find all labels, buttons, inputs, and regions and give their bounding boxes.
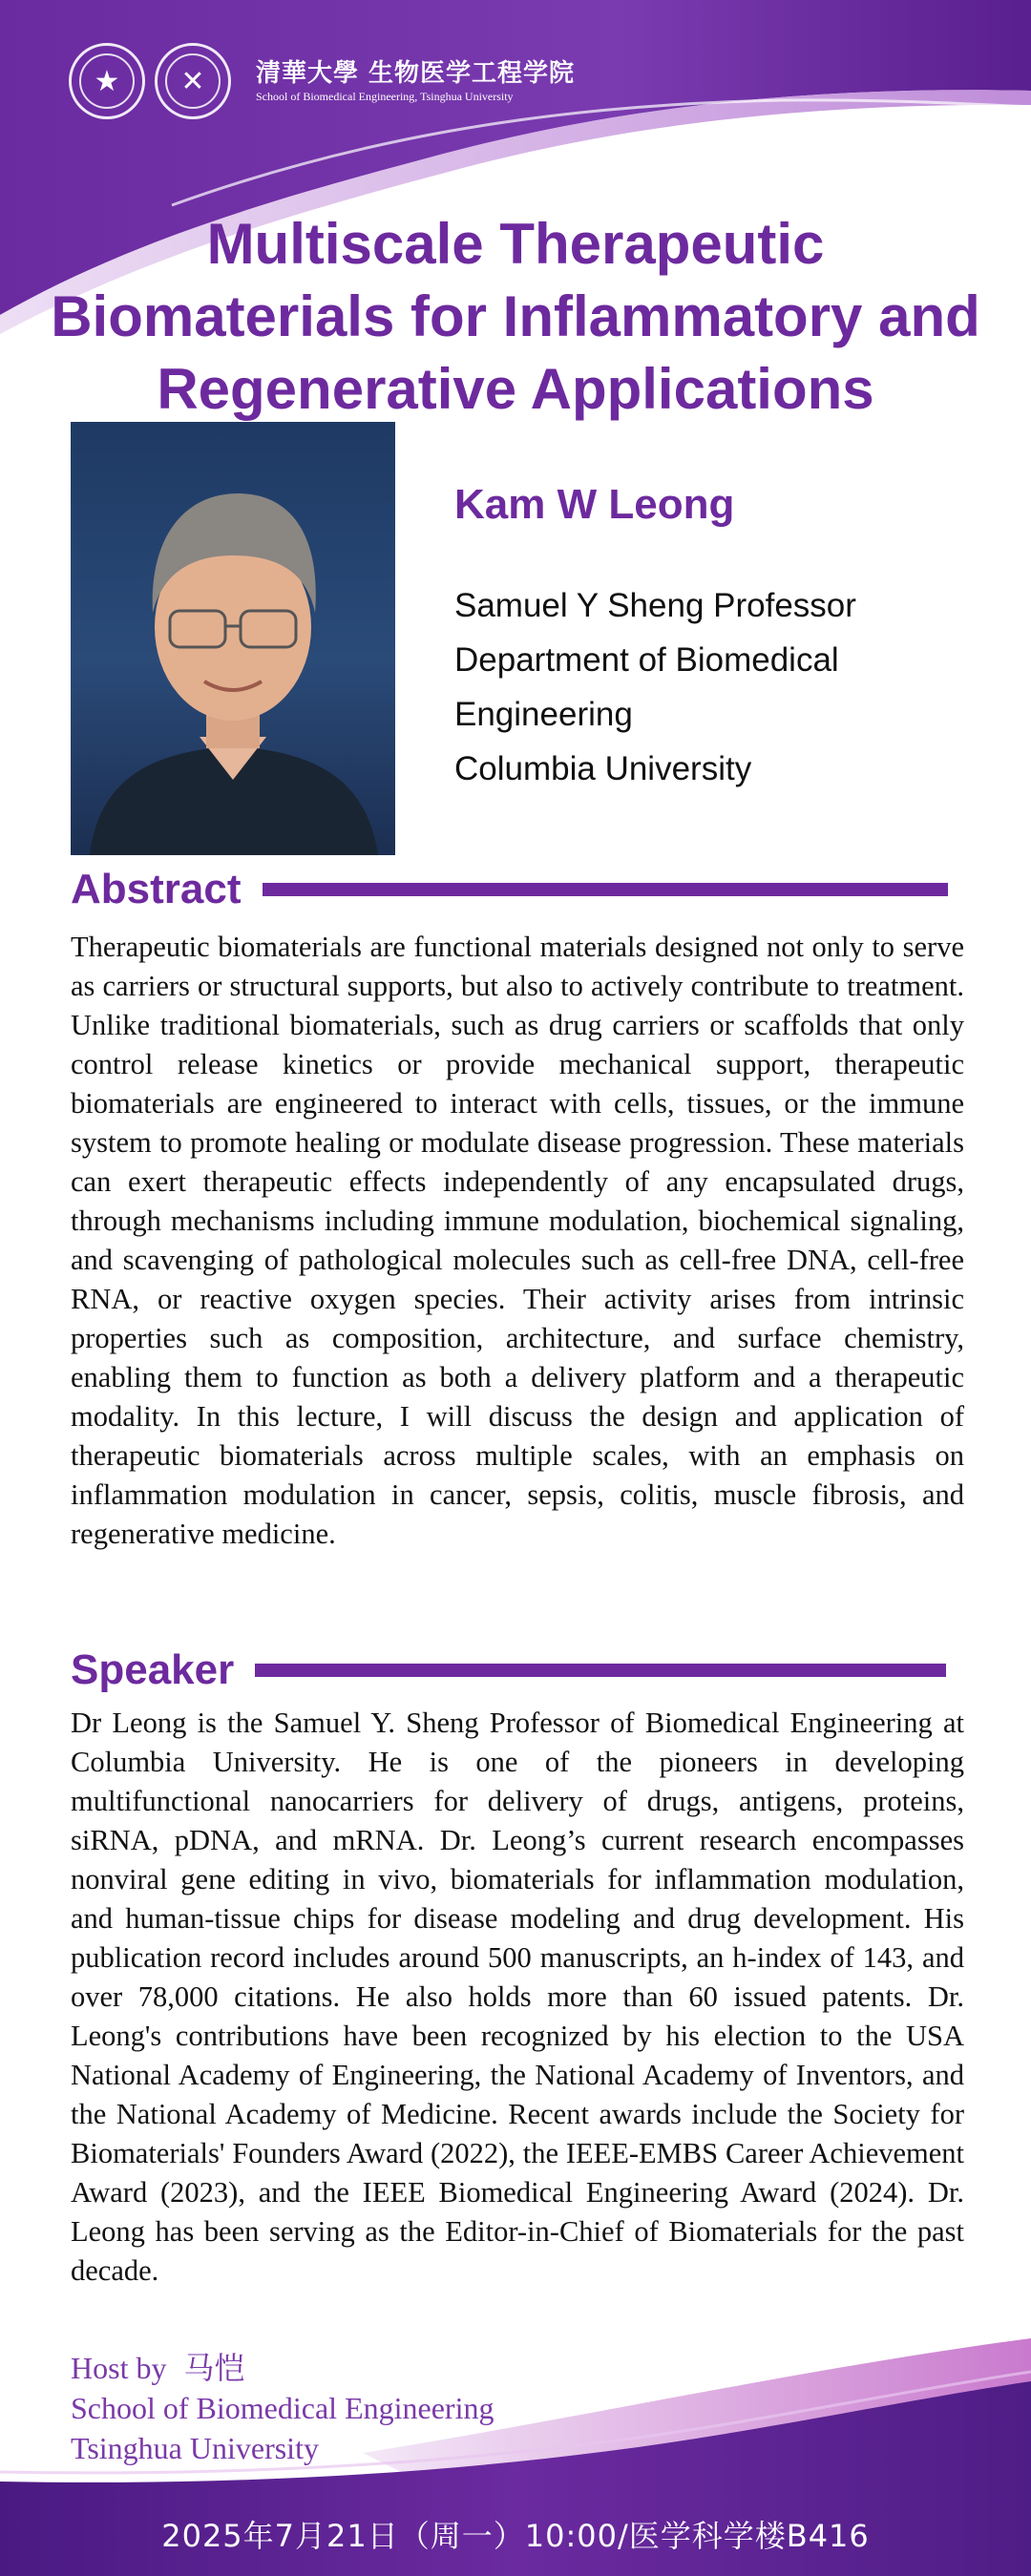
speaker-heading [71, 1645, 946, 1695]
school-name-cn: 清華大學 生物医学工程学院 [256, 59, 576, 88]
title-line-2: Biomaterials for Inflammatory and [51, 284, 980, 348]
speaker-heading-label: Speaker [71, 1646, 235, 1693]
host-info [71, 2348, 494, 2468]
speaker-position: Samuel Y Sheng Professor [454, 587, 856, 624]
speaker-department-line-2: Engineering [454, 696, 633, 733]
host-line-2: School of Biomedical Engineering [71, 2391, 494, 2425]
title-line-1: Multiscale Therapeutic [206, 212, 825, 276]
abstract-heading [71, 865, 948, 914]
abstract-heading-label: Abstract [71, 866, 242, 912]
abstract-text: Therapeutic biomaterials are functional materials designed not only to serve as carriers or structural supports, but also to actively contribute to treatment. Unlike traditional biomaterials, such as drug carriers or scaffolds that only control release kinetics or provide mechanical support, therapeutic biomaterials are engineered to interact with cells, tissues, or the immune system to promote healing or modulate disease progression. These materials can exert therapeutic effects independently of any encapsulated drugs, through mechanisms including immune modulation, biochemical signaling, and scavenging of pathological molecules such as cell-free DNA, cell-free RNA, or reactive oxygen species. Their activity arises from intrinsic properties such as composition, architecture, and surface chemistry, enabling them to function as both a delivery platform and a therapeutic modality. In this lecture, I will discuss the design and application of therapeutic biomaterials across multiple scales, with an emphasis on inflammation modulation in cancer, sepsis, colitis, muscle fibrosis, and regenerative medicine. [71, 931, 964, 1550]
speaker-portrait-illustration [71, 422, 395, 855]
speaker-affiliation [454, 578, 856, 796]
host-label: Host by [71, 2351, 167, 2385]
school-name-en: School of Biomedical Engineering, Tsinghua University [256, 90, 514, 103]
speaker-divider [255, 1664, 946, 1677]
event-date-location: 2025年7月21日（周一）10:00/医学科学楼B416 [161, 2518, 870, 2554]
speaker-name: Kam W Leong [454, 481, 735, 528]
tsinghua-seal-icon: ★ [69, 43, 145, 119]
speaker-department-line-1: Department of Biomedical [454, 641, 839, 679]
school-name [256, 58, 575, 104]
title-line-3: Regenerative Applications [157, 357, 874, 421]
speaker-photo [71, 422, 395, 855]
school-emblem-icon: ✕ [155, 43, 231, 119]
lecture-title [0, 208, 1031, 426]
abstract-divider [263, 883, 948, 896]
host-line-1 [71, 2348, 494, 2388]
host-line-3: Tsinghua University [71, 2431, 319, 2465]
speaker-bio-text: Dr Leong is the Samuel Y. Sheng Professor of Biomedical Engineering at Columbia University. He is one of the pioneers in developing multifunctional nanocarriers for delivery of drugs, antigens, proteins, siRNA, pDNA, and mRNA. Dr. Leong’s current research encompasses nonviral gene editing in vivo, biomaterials for inflammation modulation, and human-tissue chips for disease modeling and drug development. His publication record includes around 500 manuscripts, an h-index of 143, and over 78,000 citations. He also holds more than 60 issued patents. Dr. Leong's contributions have been recognized by his election to the USA National Academy of Engineering, the National Academy of Inventors, and the National Academy of Medicine. Recent awards include the Society for Biomaterials' Founders Award (2022), the IEEE-EMBS Career Achievement Award (2023), and the IEEE Biomedical Engineering Award (2024). Dr. Leong has been serving as the Editor-in-Chief of Biomaterials for the past decade. [71, 1707, 964, 2287]
header-logos [69, 42, 575, 120]
speaker-university: Columbia University [454, 750, 752, 787]
host-name: 马恺 [183, 2350, 245, 2386]
